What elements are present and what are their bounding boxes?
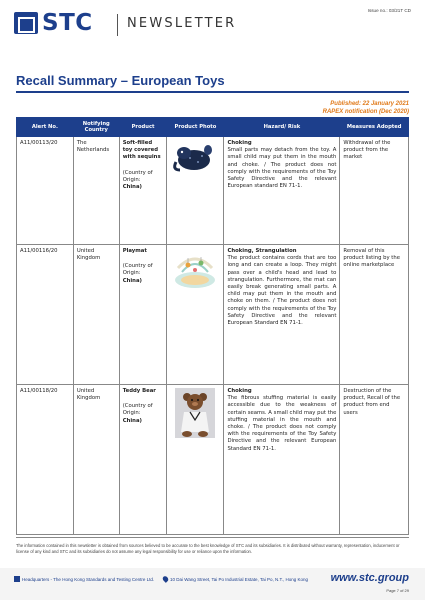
alert-number: A11/00113/20	[17, 137, 74, 245]
hazard-cell	[224, 245, 340, 385]
hazard-title: Choking	[227, 140, 252, 146]
alert-number: A11/00118/20	[17, 385, 74, 535]
header-hazard: Hazard/ Risk	[224, 118, 340, 137]
page-number: Page 7 of 29	[386, 588, 409, 593]
teddy-bear-photo	[175, 388, 215, 438]
rapex-notification: RAPEX notification (Dec 2020)	[322, 109, 409, 115]
measures-adopted: Withdrawal of the product from the market	[340, 137, 409, 245]
table-row	[17, 137, 409, 245]
footer-divider	[16, 537, 409, 538]
table-header-row	[17, 118, 409, 137]
hazard-description: The product contains cords that are too long and can create a loop. They might pass over a child's head and lead to strangulation. Furthermore, the mat can easily break generating small parts. A child may put them in the mouth and choke on them. / The product does not comply with the requirements of the Toy Safety Directive and the relevant European Standard EN 71-1.	[227, 255, 337, 327]
title-divider	[16, 91, 409, 93]
building-icon	[14, 576, 20, 582]
notifying-country: United Kingdom	[73, 385, 119, 535]
hazard-description: Small parts may detach from the toy. A small child may put them in the mouth and choke. / The product does not comply with the requirements of the Toy Safety Directive and the relevant European standard EN 71-1.	[227, 147, 337, 190]
photo-cell	[167, 245, 224, 385]
notifying-country: The Netherlands	[73, 137, 119, 245]
photo-cell	[167, 385, 224, 535]
hazard-title: Choking, Strangulation	[227, 248, 297, 254]
origin-country: China)	[122, 417, 142, 424]
publication-info	[323, 100, 409, 116]
hazard-cell	[224, 137, 340, 245]
product-name: Soft-filled toy covered with sequins	[122, 140, 161, 161]
table-row	[17, 245, 409, 385]
measures-adopted: Destruction of the product, Recall of the product from end users	[340, 385, 409, 535]
recall-table	[16, 117, 409, 535]
page-header	[0, 0, 425, 52]
stc-logo-icon	[14, 12, 38, 34]
product-cell	[119, 137, 167, 245]
header-photo: Product Photo	[167, 118, 224, 137]
section-name: NEWSLETTER	[127, 16, 237, 31]
origin-label: (Country of Origin:	[122, 263, 153, 277]
header-alert-no: Alert No.	[17, 118, 74, 137]
origin-country: China)	[122, 277, 142, 284]
headquarters: Headquarters - The Hong Kong Standards and Testing Centre Ltd.	[22, 577, 155, 582]
product-name: Teddy Bear	[122, 388, 156, 394]
address: 10 Dai Wang Street, Tai Po Industrial Estate, Tai Po, N.T., Hong Kong	[170, 577, 308, 582]
header-product: Product	[119, 118, 167, 137]
hazard-cell	[224, 385, 340, 535]
notifying-country: United Kingdom	[73, 245, 119, 385]
hazard-title: Choking	[227, 388, 252, 394]
product-cell	[119, 385, 167, 535]
header-measures: Measures Adopted	[340, 118, 409, 137]
header-country: Notifying Country	[73, 118, 119, 137]
brand-name: STC	[42, 10, 93, 36]
hazard-description: The fibrous stuffing material is easily accessible due to the weakness of certain seams. A small child may put the stuffing material in the mouth and choke. / The product does not comply with the requirements of the Toy Safety Directive and the relevant European Standard EN 71-1.	[227, 395, 337, 452]
disclaimer-text: The information contained in this newsletter is obtained from sources believed to be accurate to the best knowledge of STC and its subsidiaries. It is distributed without warranty, representation, inducement or license of any kind and STC and its subsidiaries do not assume any legal responsibility for use or reliance upon the information.	[16, 543, 400, 554]
playmat-photo	[170, 248, 220, 292]
sequin-toy-photo	[170, 140, 220, 176]
issue-number: Issue no.: 03/21T CD	[367, 8, 411, 13]
page-title: Recall Summary – European Toys	[16, 73, 225, 88]
alert-number: A11/00116/20	[17, 245, 74, 385]
origin-label: (Country of Origin:	[122, 169, 153, 183]
measures-adopted: Removal of this product listing by the online marketplace	[340, 245, 409, 385]
photo-cell	[167, 137, 224, 245]
published-date: Published: 22 January 2021	[330, 101, 409, 107]
header-divider	[117, 14, 118, 36]
product-name: Playmat	[122, 248, 147, 254]
origin-country: China)	[122, 184, 142, 191]
product-cell	[119, 245, 167, 385]
origin-label: (Country of Origin:	[122, 403, 153, 417]
website-link[interactable]: www.stc.group	[330, 572, 409, 584]
table-row	[17, 385, 409, 535]
